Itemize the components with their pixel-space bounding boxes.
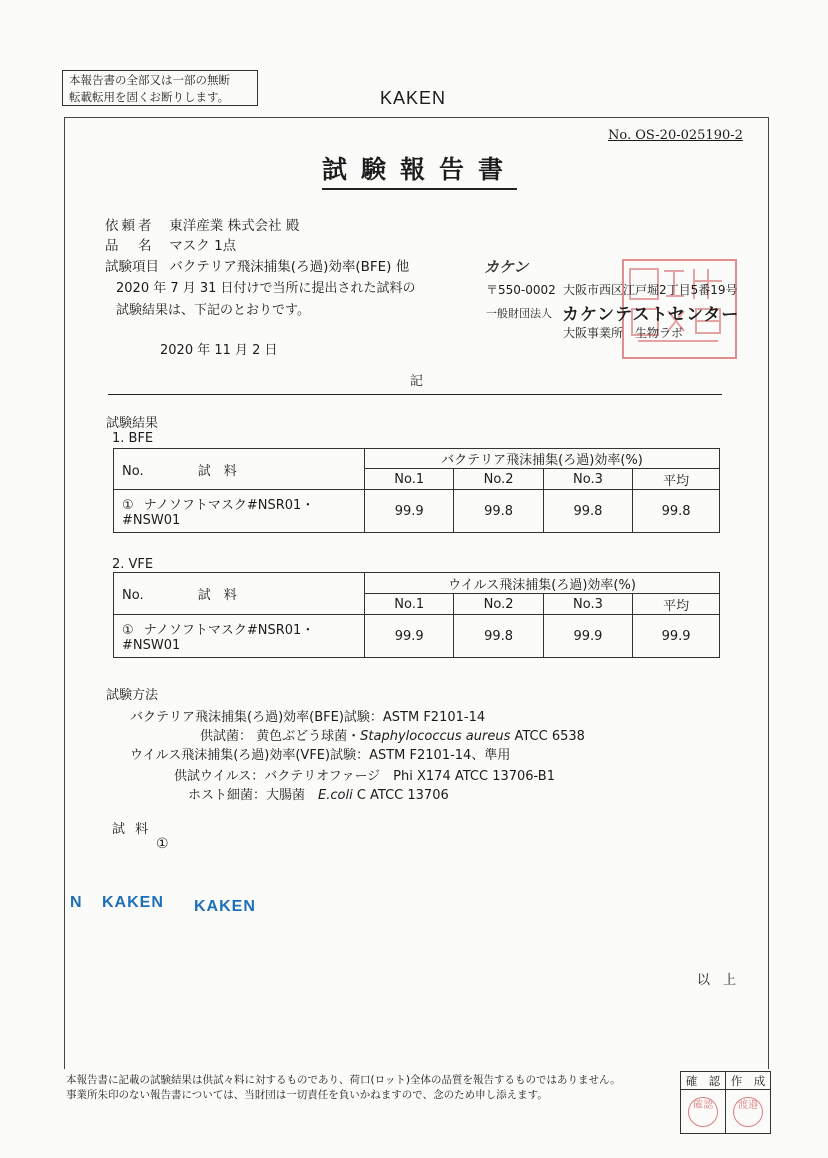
product-value: マスク 1点 <box>169 238 237 254</box>
bfe-col-no: No. <box>122 463 144 479</box>
vfe-col-sample: 試 料 <box>197 588 237 603</box>
page-title: 試験報告書 <box>322 150 517 190</box>
vfe-col-no: No. <box>122 588 144 603</box>
sample-label-kaken-1: KAKEN <box>102 894 164 911</box>
bfe-sub-header: No.1 <box>365 469 454 490</box>
vfe-group-header: ウイルス飛沫捕集(ろ過)効率(%) <box>365 573 720 594</box>
methods-heading: 試験方法 <box>106 688 159 703</box>
footer-disclaimer <box>66 1073 621 1103</box>
issue-date: 2020 年 11 月 2 日 <box>160 343 278 358</box>
bfe-value: 99.8 <box>633 490 720 533</box>
bfe-results-table <box>113 448 720 533</box>
footer-line-1: 本報告書に記載の試験結果は供試々料に対するものであり、荷口(ロット)全体の品質を報告するものではありません。 <box>66 1074 621 1086</box>
bfe-sample-name: ナノソフトマスク#NSR01・#NSW01 <box>122 498 315 528</box>
closing-mark: 以 上 <box>697 973 737 988</box>
product-label: 品 名 <box>105 238 155 254</box>
method-vfe-line: ウイルス飛沫捕集(ろ過)効率(VFE)試験：ASTM F2101-14、準用 <box>130 748 511 763</box>
bacteria-label: 供試菌： <box>200 729 253 744</box>
ki-mark: 記 <box>410 374 424 389</box>
sample-heading: 試 料 <box>112 822 152 837</box>
issuer-postal: 〒550-0002 <box>486 283 556 297</box>
test-items-value: バクテリア飛沫捕集(ろ過)効率(BFE) 他 <box>169 259 410 275</box>
issuer-address: 大阪市西区江戸堀2丁目5番19号 <box>563 283 738 297</box>
issuer-org-type: 一般財団法人 <box>486 307 552 320</box>
test-items-label: 試験項目 <box>105 259 159 275</box>
issuer-center-name: カケンテストセンター <box>562 305 740 325</box>
vfe-section-title: 2. VFE <box>112 557 154 572</box>
bfe-sub-header: No.2 <box>454 469 543 490</box>
vfe-sample-name: ナノソフトマスク#NSR01・#NSW01 <box>122 623 315 653</box>
bacteria-latin: Staphylococcus aureus <box>360 729 511 744</box>
bfe-sample-mark: ① <box>122 498 134 513</box>
vfe-value: 99.9 <box>633 615 720 658</box>
approval-box <box>680 1071 771 1134</box>
confirm-label: 確 認 <box>681 1072 726 1090</box>
sample-label-kaken-2: KAKEN <box>194 898 256 915</box>
test-items-row <box>105 255 409 275</box>
notice-line-1: 本報告書の全部又は一部の無断 <box>69 73 230 87</box>
bfe-group-header: バクテリア飛沫捕集(ろ過)効率(%) <box>365 449 720 469</box>
bfe-value: 99.8 <box>543 490 632 533</box>
vfe-sample-mark: ① <box>122 623 134 638</box>
host-latin: E.coli <box>318 788 353 803</box>
bfe-sub-header: No.3 <box>543 469 632 490</box>
client-row <box>105 214 299 234</box>
vfe-header-sample-cell <box>114 573 365 615</box>
bfe-header-sample-cell <box>114 449 365 490</box>
ki-divider <box>108 394 722 395</box>
sample-photo <box>66 876 286 946</box>
client-value: 東洋産業 株式会社 殿 <box>169 218 300 234</box>
bfe-value: 99.9 <box>365 490 454 533</box>
vfe-sub-header: No.2 <box>454 594 543 615</box>
report-number: No. OS-20-025190-2 <box>608 128 743 143</box>
notice-line-2: 転載転用を固くお断りします。 <box>69 90 230 104</box>
bfe-col-sample: 試 料 <box>197 463 237 479</box>
reproduction-notice <box>62 70 258 106</box>
bacteria-jp: 黄色ぶどう球菌・ <box>256 729 361 744</box>
confirm-seal-icon: 確認 <box>688 1097 718 1127</box>
sample-mark: ① <box>156 836 169 852</box>
vfe-sub-header: 平均 <box>633 594 720 615</box>
bfe-value: 99.8 <box>454 490 543 533</box>
method-host-line <box>188 784 449 803</box>
vfe-sample-cell <box>114 615 365 658</box>
bacteria-strain: ATCC 6538 <box>510 729 585 744</box>
author-seal-icon: 渡邉 <box>733 1097 763 1127</box>
vfe-sub-header: No.1 <box>365 594 454 615</box>
intro-text <box>116 278 416 322</box>
intro-line-2: 試験結果は、下記のとおりです。 <box>116 303 310 318</box>
method-bfe-line: バクテリア飛沫捕集(ろ過)効率(BFE)試験：ASTM F2101-14 <box>130 710 486 725</box>
sample-label-fragment: N <box>70 894 83 911</box>
bfe-sub-header: 平均 <box>633 469 720 490</box>
author-label: 作 成 <box>726 1072 771 1090</box>
vfe-value: 99.9 <box>543 615 632 658</box>
confirm-seal-cell <box>681 1090 726 1134</box>
client-label: 依頼者 <box>105 218 155 234</box>
host-strain: C ATCC 13706 <box>352 788 449 803</box>
product-row <box>105 234 236 254</box>
host-label: ホスト細菌：大腸菌 <box>188 788 319 803</box>
issuer-office: 大阪事業所 生物ラボ <box>563 326 684 340</box>
footer-line-2: 事業所朱印のない報告書については、当財団は一切責任を負いかねますので、念のため申し添えます。 <box>66 1089 548 1101</box>
bfe-sample-cell <box>114 490 365 533</box>
results-heading: 試験結果 <box>106 416 159 431</box>
brand-logo: KAKEN <box>380 88 447 108</box>
vfe-value: 99.8 <box>454 615 543 658</box>
method-virus-line: 供試ウイルス：バクテリオファージ Phi X174 ATCC 13706-B1 <box>174 769 555 784</box>
intro-line-1: 2020 年 7 月 31 日付けで当所に提出された試料の <box>116 281 416 296</box>
kaken-logo: カケン <box>484 258 529 276</box>
vfe-value: 99.9 <box>365 615 454 658</box>
vfe-results-table <box>113 572 720 658</box>
bfe-section-title: 1. BFE <box>112 431 154 446</box>
author-seal-cell <box>726 1090 771 1134</box>
vfe-sub-header: No.3 <box>543 594 632 615</box>
method-bacteria-line <box>200 725 585 744</box>
